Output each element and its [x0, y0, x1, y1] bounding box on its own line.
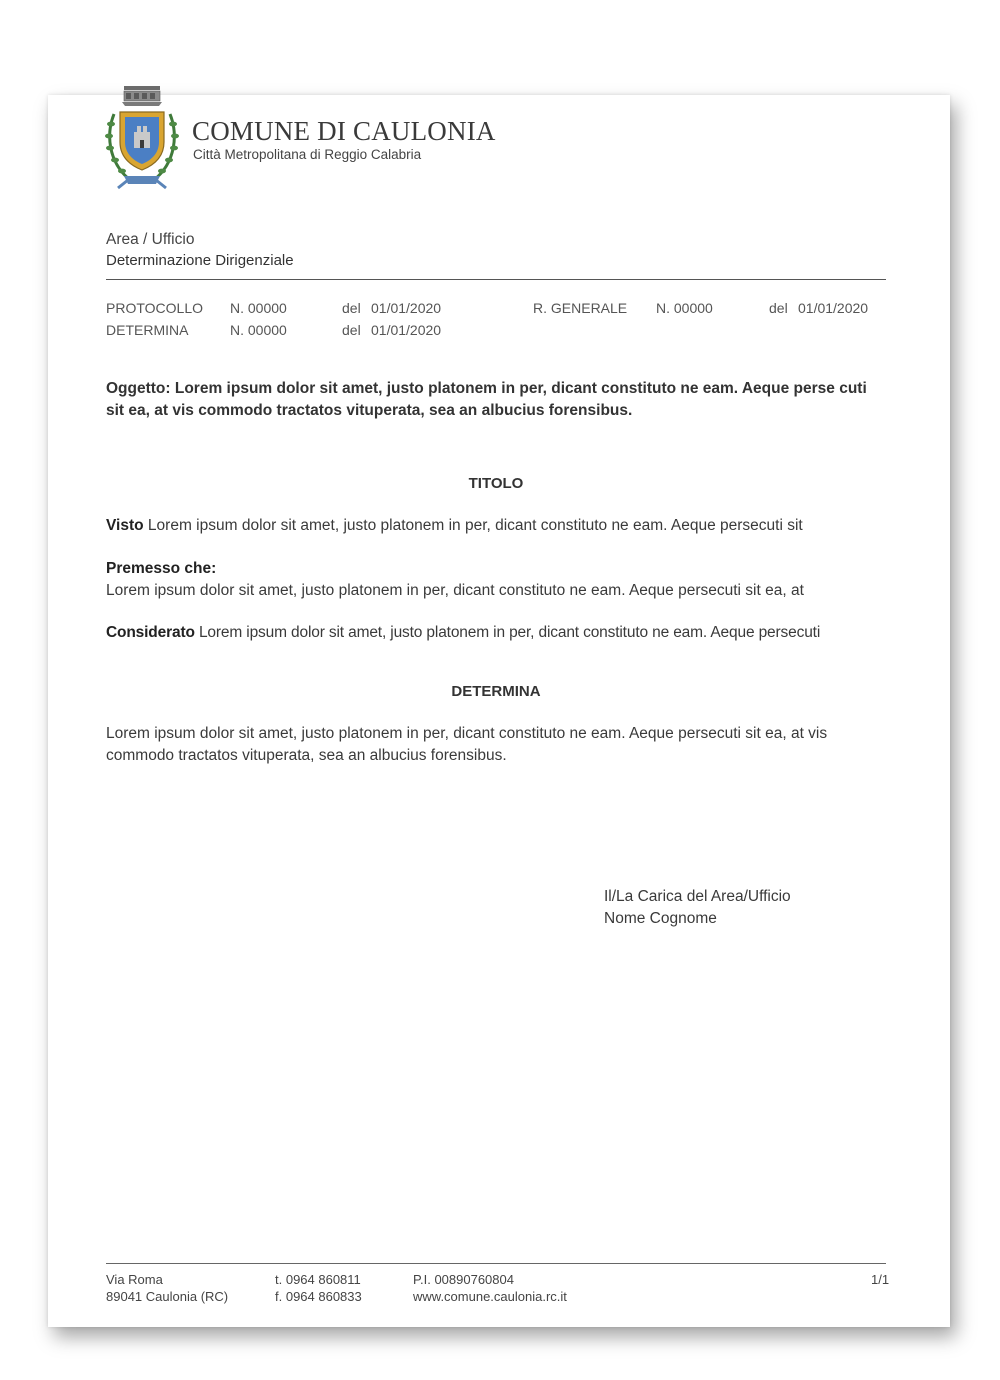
comune-subtitle: Città Metropolitana di Reggio Calabria [193, 147, 422, 162]
footer-page-number: 1/1 [871, 1272, 890, 1287]
protocollo-date: 01/01/2020 [371, 300, 442, 316]
considerato-lead: Considerato [106, 624, 195, 641]
considerato-paragraph [106, 622, 896, 644]
generale-label: R. GENERALE [533, 300, 628, 316]
visto-text: Lorem ipsum dolor sit amet, justo platonem in per, dicant constituto ne eam. Aeque persecuti sit [143, 517, 803, 534]
footer-divider [106, 1263, 886, 1264]
footer-address-line1: Via Roma [106, 1272, 163, 1287]
coat-of-arms-icon [104, 84, 180, 190]
signature-name: Nome Cognome [604, 910, 717, 927]
determina-label: DETERMINA [106, 322, 189, 338]
protocollo-del: del [342, 300, 361, 316]
determination-type: Determinazione Dirigenziale [106, 252, 294, 269]
visto-paragraph [106, 515, 896, 537]
generale-date: 01/01/2020 [798, 300, 869, 316]
generale-del: del [769, 300, 788, 316]
header-divider [106, 279, 886, 280]
titolo-heading: TITOLO [468, 475, 524, 492]
signature-role: Il/La Carica del Area/Ufficio [604, 888, 791, 905]
footer-piva: P.I. 00890760804 [413, 1272, 514, 1287]
footer-fax: f. 0964 860833 [275, 1289, 362, 1304]
determina-del: del [342, 322, 361, 338]
protocollo-number: N. 00000 [230, 300, 287, 316]
premesso-text: Lorem ipsum dolor sit amet, justo platonem in per, dicant constituto ne eam. Aeque persecuti sit ea, at [106, 582, 804, 599]
footer-website[interactable]: www.comune.caulonia.rc.it [413, 1289, 567, 1304]
oggetto-paragraph: Oggetto: Lorem ipsum dolor sit amet, justo platonem in per, dicant constituto ne eam. Aeque perse cuti sit ea, at vis commodo tractatos vituperata, sea an albucius forensibus. [106, 380, 867, 419]
determina-date: 01/01/2020 [371, 322, 442, 338]
determina-number: N. 00000 [230, 322, 287, 338]
determina-heading: DETERMINA [451, 683, 541, 700]
visto-lead: Visto [106, 517, 144, 534]
determina-paragraph: Lorem ipsum dolor sit amet, justo platonem in per, dicant constituto ne eam. Aeque persecuti sit ea, at vis commodo tractatos vituperata, sea an albucius forensibus. [106, 725, 828, 764]
footer-address-line2: 89041 Caulonia (RC) [106, 1289, 229, 1304]
premesso-lead: Premesso che: [106, 560, 217, 577]
footer-phone: t. 0964 860811 [275, 1272, 361, 1287]
comune-name: COMUNE DI CAULONIA [192, 116, 496, 146]
protocollo-label: PROTOCOLLO [106, 300, 203, 316]
generale-number: N. 00000 [656, 300, 713, 316]
considerato-text: Lorem ipsum dolor sit amet, justo platonem in per, dicant constituto ne eam. Aeque persecuti [194, 624, 821, 641]
area-office: Area / Ufficio [106, 231, 195, 248]
